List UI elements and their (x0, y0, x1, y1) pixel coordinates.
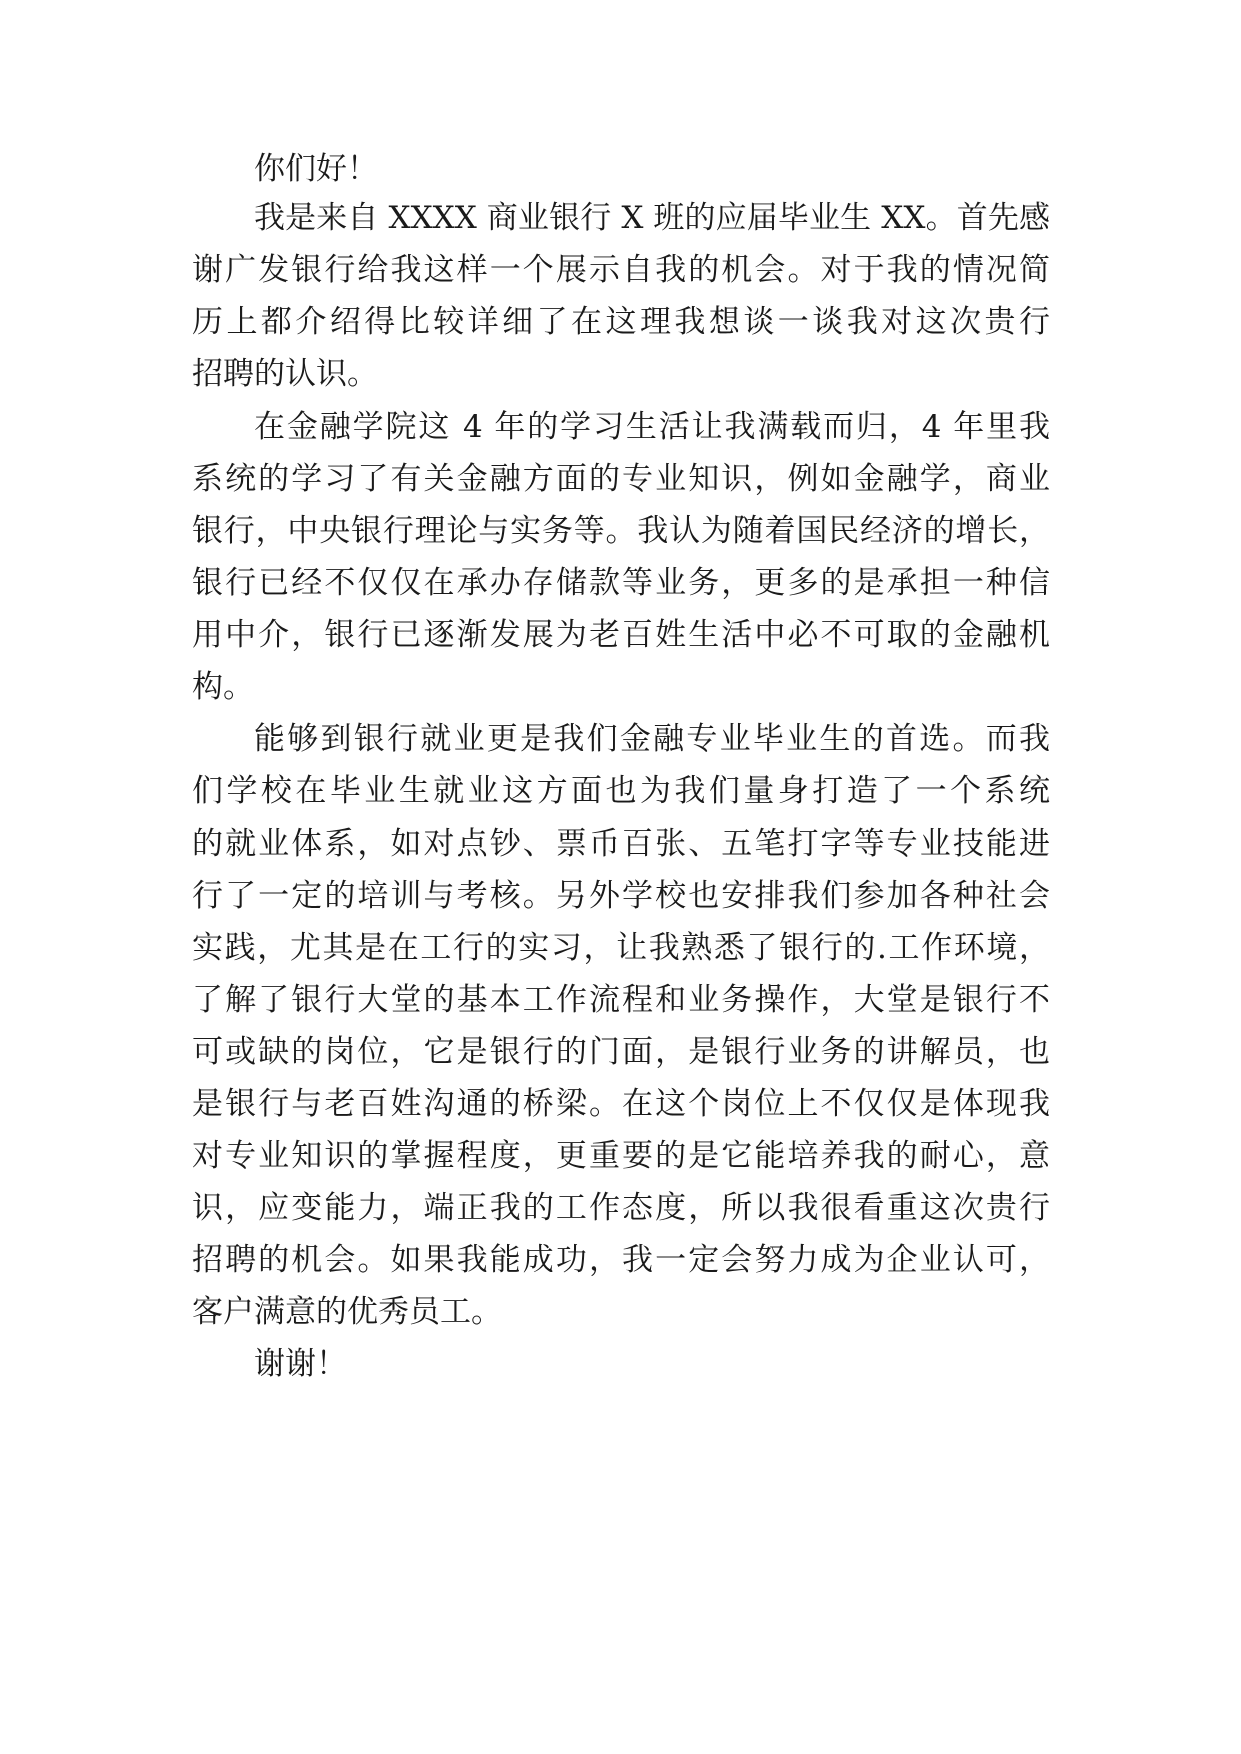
paragraph-2-line-6: 构。 (192, 669, 254, 705)
paragraph-2-line-4: 银行已经不仅仅在承办存储款等业务，更多的是承担一种信 (192, 565, 1050, 601)
paragraph-3-line-3: 的就业体系，如对点钞、票币百张、五笔打字等专业技能进 (192, 826, 1050, 862)
paragraph-3-line-6: 了解了银行大堂的基本工作流程和业务操作，大堂是银行不 (192, 982, 1050, 1018)
paragraph-1-line-4: 招聘的认识。 (192, 356, 378, 392)
closing-line: 谢谢！ (254, 1346, 347, 1382)
paragraph-3-line-10: 识，应变能力，端正我的工作态度，所以我很看重这次贵行 (192, 1190, 1050, 1226)
paragraph-3-line-4: 行了一定的培训与考核。另外学校也安排我们参加各种社会 (192, 878, 1050, 914)
paragraph-3-line-11: 招聘的机会。如果我能成功，我一定会努力成为企业认可， (192, 1242, 1050, 1278)
greeting-line: 你们好！ (254, 151, 378, 187)
paragraph-1-line-2: 谢广发银行给我这样一个展示自我的机会。对于我的情况简 (192, 252, 1050, 288)
paragraph-2-line-2: 系统的学习了有关金融方面的专业知识，例如金融学，商业 (192, 461, 1050, 497)
paragraph-3-line-8: 是银行与老百姓沟通的桥梁。在这个岗位上不仅仅是体现我 (192, 1086, 1050, 1122)
paragraph-2-line-1: 在金融学院这 4 年的学习生活让我满载而归，4 年里我 (254, 409, 1050, 445)
paragraph-3-line-5: 实践，尤其是在工行的实习，让我熟悉了银行的.工作环境， (192, 930, 1050, 966)
paragraph-1-line-3: 历上都介绍得比较详细了在这理我想谈一谈我对这次贵行 (192, 304, 1050, 340)
paragraph-3-line-12: 客户满意的优秀员工。 (192, 1294, 502, 1330)
paragraph-1-line-1: 我是来自 XXXX 商业银行 X 班的应届毕业生 XX。首先感 (254, 200, 1050, 236)
paragraph-3-line-7: 可或缺的岗位，它是银行的门面，是银行业务的讲解员，也 (192, 1034, 1050, 1070)
paragraph-3-line-9: 对专业知识的掌握程度，更重要的是它能培养我的耐心，意 (192, 1138, 1050, 1174)
paragraph-3-line-1: 能够到银行就业更是我们金融专业毕业生的首选。而我 (254, 721, 1050, 757)
paragraph-3-line-2: 们学校在毕业生就业这方面也为我们量身打造了一个系统 (192, 773, 1050, 809)
paragraph-2-line-5: 用中介，银行已逐渐发展为老百姓生活中必不可取的金融机 (192, 617, 1050, 653)
paragraph-2-line-3: 银行，中央银行理论与实务等。我认为随着国民经济的增长， (192, 513, 1050, 549)
